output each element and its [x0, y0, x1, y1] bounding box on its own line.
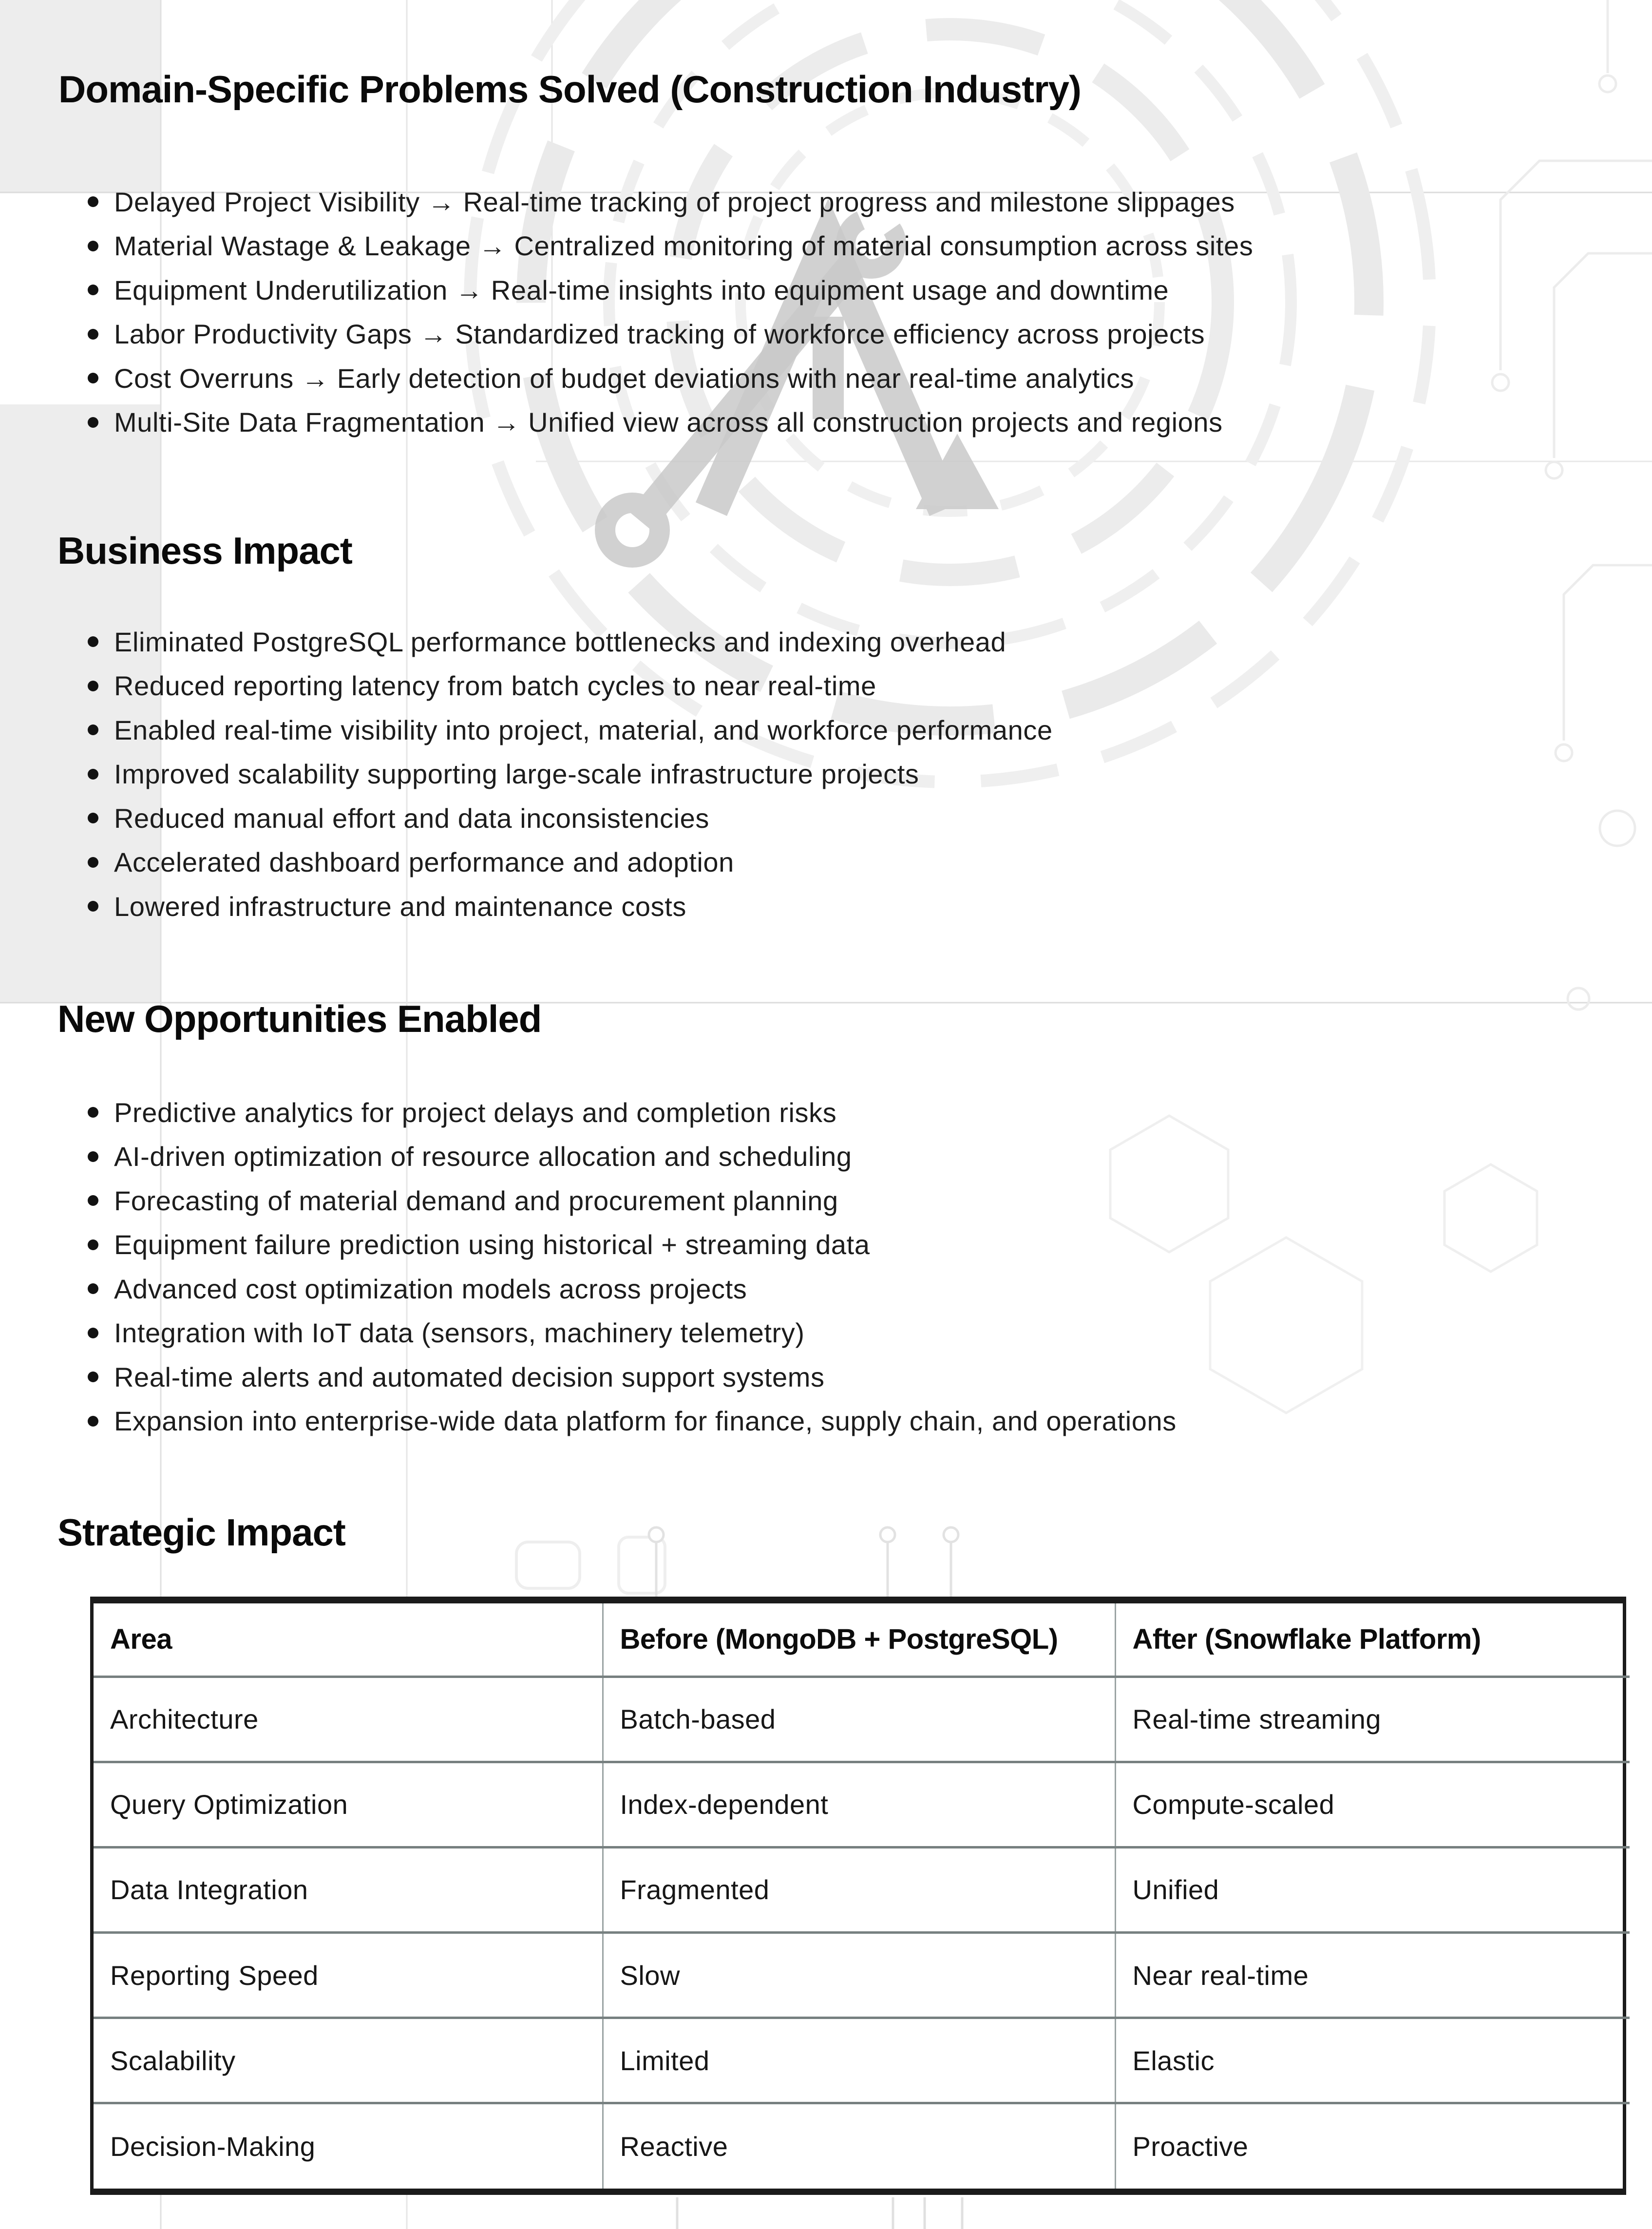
section-heading-business-impact: Business Impact [57, 529, 352, 572]
table-cell: Index-dependent [603, 1762, 1115, 1847]
table-header-row [94, 1603, 1630, 1677]
table-cell: Proactive [1115, 2103, 1630, 2189]
list-item: Material Wastage & Leakage → Centralized monitoring of material consumption across sites [83, 224, 1253, 268]
table-cell: Near real-time [1115, 1932, 1630, 2018]
table-cell: Unified [1115, 1847, 1630, 1932]
list-item: Integration with IoT data (sensors, machinery telemetry) [83, 1311, 1177, 1355]
list-item: Advanced cost optimization models across projects [83, 1267, 1177, 1311]
section-heading-strategic-impact: Strategic Impact [57, 1511, 345, 1554]
table-header-cell-after: After (Snowflake Platform) [1115, 1603, 1630, 1677]
section-heading-new-opportunities: New Opportunities Enabled [57, 997, 542, 1040]
table-cell: Real-time streaming [1115, 1677, 1630, 1762]
table-cell: Query Optimization [94, 1762, 603, 1847]
table-cell: Decision-Making [94, 2103, 603, 2189]
table-cell: Scalability [94, 2018, 603, 2103]
section-heading-problems: Domain-Specific Problems Solved (Construction Industry) [58, 68, 1081, 111]
business-impact-bullet-list [83, 620, 1053, 929]
table-row [94, 1932, 1630, 2018]
table-row [94, 2018, 1630, 2103]
list-item: Eliminated PostgreSQL performance bottlenecks and indexing overhead [83, 620, 1053, 664]
list-item: Reduced manual effort and data inconsistencies [83, 796, 1053, 840]
table-cell: Reporting Speed [94, 1932, 603, 2018]
list-item: Equipment failure prediction using historical + streaming data [83, 1223, 1177, 1267]
list-item: AI-driven optimization of resource allocation and scheduling [83, 1135, 1177, 1179]
table-cell: Elastic [1115, 2018, 1630, 2103]
list-item: Accelerated dashboard performance and adoption [83, 840, 1053, 885]
list-item: Labor Productivity Gaps → Standardized tracking of workforce efficiency across projects [83, 312, 1253, 357]
list-item: Reduced reporting latency from batch cycles to near real-time [83, 664, 1053, 708]
list-item: Delayed Project Visibility → Real-time tracking of project progress and milestone slippages [83, 180, 1253, 224]
table-cell: Limited [603, 2018, 1115, 2103]
list-item: Forecasting of material demand and procurement planning [83, 1179, 1177, 1223]
list-item: Real-time alerts and automated decision support systems [83, 1355, 1177, 1399]
list-item: Equipment Underutilization → Real-time insights into equipment usage and downtime [83, 268, 1253, 312]
table-row [94, 2103, 1630, 2189]
table-row [94, 1762, 1630, 1847]
table-cell: Data Integration [94, 1847, 603, 1932]
table-row [94, 1677, 1630, 1762]
table-header-cell-before: Before (MongoDB + PostgreSQL) [603, 1603, 1115, 1677]
table-cell: Reactive [603, 2103, 1115, 2189]
table-cell: Compute-scaled [1115, 1762, 1630, 1847]
new-opportunities-bullet-list [83, 1090, 1177, 1443]
table-cell: Architecture [94, 1677, 603, 1762]
table-header-cell-area: Area [110, 1623, 172, 1656]
table-row [94, 1847, 1630, 1932]
problems-bullet-list [83, 180, 1253, 444]
list-item: Predictive analytics for project delays and completion risks [83, 1090, 1177, 1135]
list-item: Enabled real-time visibility into project, material, and workforce performance [83, 708, 1053, 752]
strategic-impact-table [90, 1597, 1626, 2195]
list-item: Expansion into enterprise-wide data platform for finance, supply chain, and operations [83, 1399, 1177, 1444]
table-cell: Fragmented [603, 1847, 1115, 1932]
table-cell: Batch-based [603, 1677, 1115, 1762]
list-item: Cost Overruns → Early detection of budget deviations with near real-time analytics [83, 356, 1253, 400]
list-item: Lowered infrastructure and maintenance costs [83, 884, 1053, 929]
table-cell: Slow [603, 1932, 1115, 2018]
list-item: Multi-Site Data Fragmentation → Unified view across all construction projects and regions [83, 400, 1253, 445]
list-item: Improved scalability supporting large-scale infrastructure projects [83, 752, 1053, 797]
